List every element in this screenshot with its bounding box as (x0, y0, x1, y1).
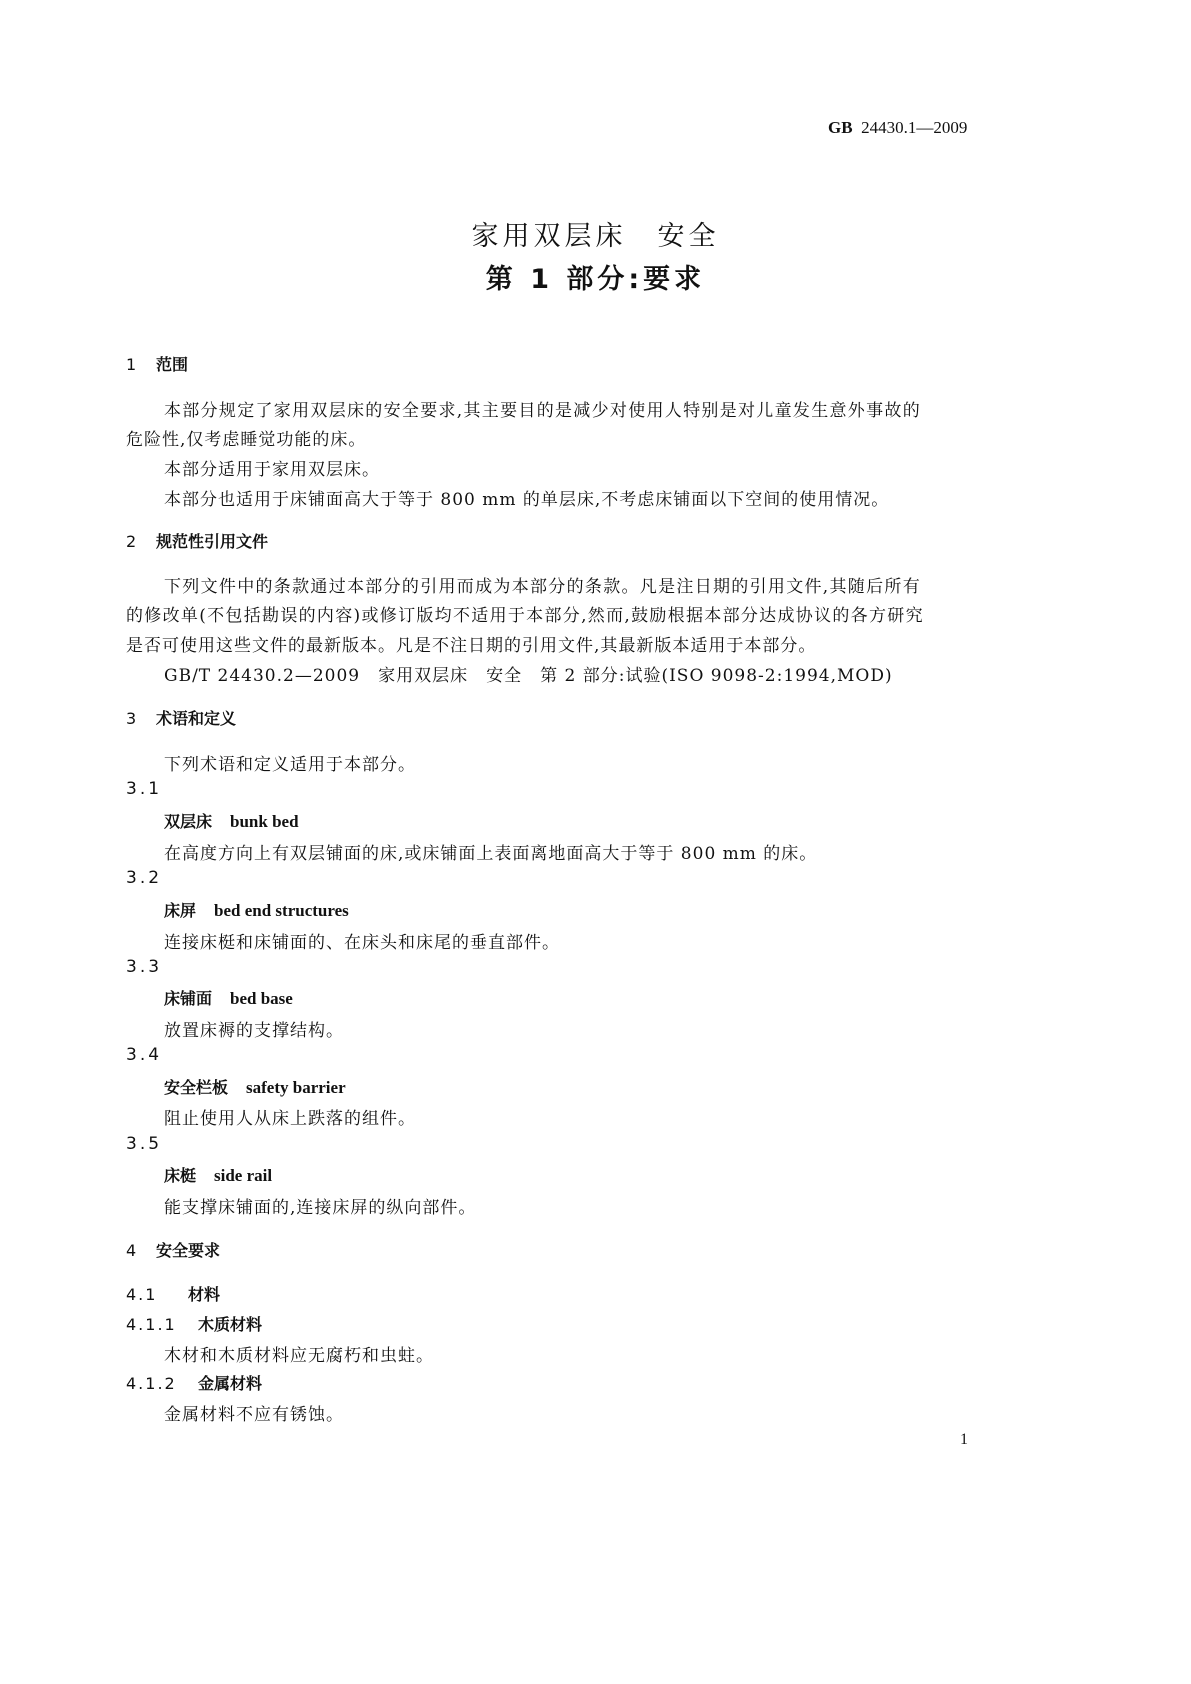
subsection-4-1 (126, 1282, 220, 1305)
section-2-heading (126, 529, 268, 552)
paragraph: 本部分也适用于床铺面高大于等于 800 mm 的单层床,不考虑床铺面以下空间的使用情况。 (164, 490, 890, 510)
section-number: 3 (126, 709, 137, 728)
subsection-number: 4.1.1 (126, 1315, 177, 1334)
term-definition: 连接床梃和床铺面的、在床头和床尾的垂直部件。 (164, 933, 560, 953)
section-title: 安全要求 (156, 1241, 221, 1260)
section-3-heading (126, 706, 236, 729)
term-entry (164, 1075, 346, 1098)
page-number: 1 (960, 1431, 968, 1448)
term-english: safety barrier (246, 1078, 346, 1097)
term-number: 3.4 (126, 1045, 163, 1065)
standard-code-prefix: GB (828, 118, 853, 137)
document-subtitle: 第 1 部分:要求 (485, 264, 706, 295)
paragraph: 下列文件中的条款通过本部分的引用而成为本部分的条款。凡是注日期的引用文件,其随后所有 (164, 577, 922, 597)
standard-code-number: 24430.1—2009 (861, 118, 968, 137)
term-number: 3.3 (126, 957, 163, 977)
subsection-title: 木质材料 (198, 1315, 263, 1334)
subsection-title: 材料 (188, 1285, 221, 1304)
section-number: 4 (126, 1241, 137, 1260)
term-english: side rail (214, 1166, 273, 1185)
term-chinese: 床屏 (164, 901, 197, 920)
paragraph: 金属材料不应有锈蚀。 (164, 1405, 344, 1425)
term-chinese: 床梃 (164, 1166, 197, 1185)
term-definition: 阻止使用人从床上跌落的组件。 (164, 1109, 416, 1129)
paragraph: 本部分适用于家用双层床。 (164, 460, 380, 480)
subsection-title: 金属材料 (198, 1374, 263, 1393)
term-number: 3.2 (126, 868, 163, 888)
term-entry (164, 1163, 272, 1186)
section-title: 术语和定义 (156, 709, 237, 728)
paragraph: 危险性,仅考虑睡觉功能的床。 (126, 430, 367, 450)
subsection-4-1-1 (126, 1312, 262, 1335)
section-1-heading (126, 352, 188, 375)
section-number: 2 (126, 532, 137, 551)
term-english: bunk bed (230, 812, 299, 831)
term-definition: 放置床褥的支撑结构。 (164, 1021, 344, 1041)
term-english: bed base (230, 989, 293, 1008)
subsection-4-1-2 (126, 1371, 262, 1394)
document-title: 家用双层床 安全 (471, 221, 720, 252)
subsection-number: 4.1.2 (126, 1374, 177, 1393)
paragraph: 木材和木质材料应无腐朽和虫蛀。 (164, 1346, 434, 1366)
term-entry (164, 898, 349, 921)
paragraph: 本部分规定了家用双层床的安全要求,其主要目的是减少对使用人特别是对儿童发生意外事故的 (164, 401, 922, 421)
term-entry (164, 986, 293, 1009)
term-chinese: 安全栏板 (164, 1078, 229, 1097)
term-chinese: 双层床 (164, 812, 213, 831)
term-english: bed end structures (214, 901, 349, 920)
paragraph: 的修改单(不包括勘误的内容)或修订版均不适用于本部分,然而,鼓励根据本部分达成协议的各方研究 (126, 606, 924, 626)
section-4-heading (126, 1238, 220, 1261)
paragraph: 下列术语和定义适用于本部分。 (164, 755, 416, 775)
term-entry (164, 809, 299, 832)
term-definition: 能支撑床铺面的,连接床屏的纵向部件。 (164, 1198, 477, 1218)
paragraph: 是否可使用这些文件的最新版本。凡是不注日期的引用文件,其最新版本适用于本部分。 (126, 636, 817, 656)
section-title: 范围 (156, 355, 189, 374)
term-definition: 在高度方向上有双层铺面的床,或床铺面上表面离地面高大于等于 800 mm 的床。 (164, 844, 818, 864)
term-number: 3.1 (126, 779, 163, 799)
section-title: 规范性引用文件 (156, 532, 269, 551)
standard-code (828, 118, 967, 138)
term-chinese: 床铺面 (164, 989, 213, 1008)
normative-reference: GB/T 24430.2—2009 家用双层床 安全 第 2 部分:试验(ISO 9098-2:1994,MOD) (164, 666, 893, 686)
term-number: 3.5 (126, 1134, 163, 1154)
section-number: 1 (126, 355, 137, 374)
subsection-number: 4.1 (126, 1285, 158, 1304)
